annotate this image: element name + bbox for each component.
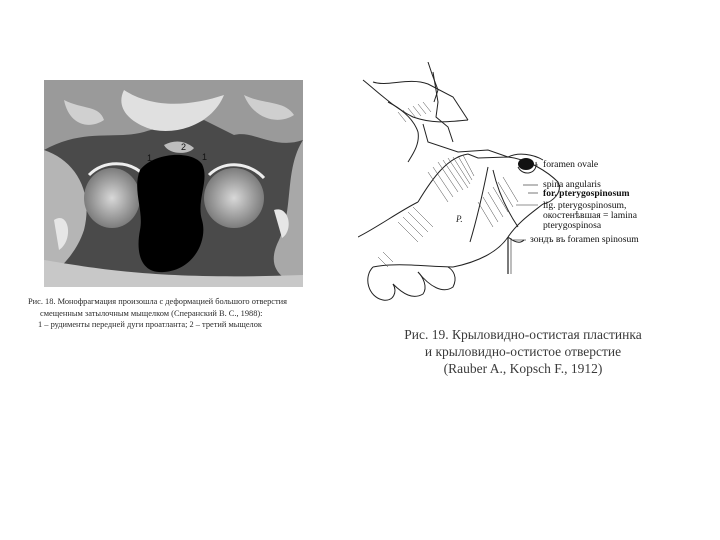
photo-label-1-right: 1 — [202, 152, 208, 162]
figure18-caption-line3: 1 – рудименты передней дуги проатланта; 2 – третий мыщелок — [38, 320, 262, 329]
figure19-caption-line2: и крыловидно-остистое отверстие — [424, 344, 622, 359]
figure18-caption-line1: Рис. 18. Монофрагмация произошла с деформацией большого отверстия — [28, 297, 287, 306]
figure18-caption-line2: смещенным затылочным мыщелком (Сперанский В. С., 1988): — [40, 308, 263, 318]
svg-text:P.: P. — [456, 214, 463, 224]
label-ossified-lamina: окостенѣвшая = lamina — [543, 210, 637, 221]
figure19-caption-line1: Рис. 19. Крыловидно-остистая пластинка — [404, 327, 642, 342]
label-sonde-foramen-spinosum: зондъ въ foramen spinosum — [530, 234, 639, 245]
label-spina-angularis: spina angularis — [543, 179, 601, 190]
photo-label-1-left: 1 — [147, 153, 153, 163]
foramen-magnum-photo — [44, 80, 303, 287]
photo-label-2: 2 — [181, 142, 187, 152]
label-pterygospinosa: pterygospinosa — [543, 220, 602, 231]
figure19-caption — [378, 326, 668, 377]
figure19-drawing — [358, 62, 658, 320]
label-lig-pterygospinosum: lig. pterygospinosum, — [543, 200, 627, 211]
label-for-pterygospinosum: for. pterygospinosum — [543, 188, 630, 199]
figure18-photo — [44, 80, 303, 287]
figure19-caption-line3: (Rauber A., Kopsch F., 1912) — [443, 361, 603, 376]
label-foramen-ovale: foramen ovale — [543, 159, 599, 170]
figure18-caption — [20, 296, 350, 331]
